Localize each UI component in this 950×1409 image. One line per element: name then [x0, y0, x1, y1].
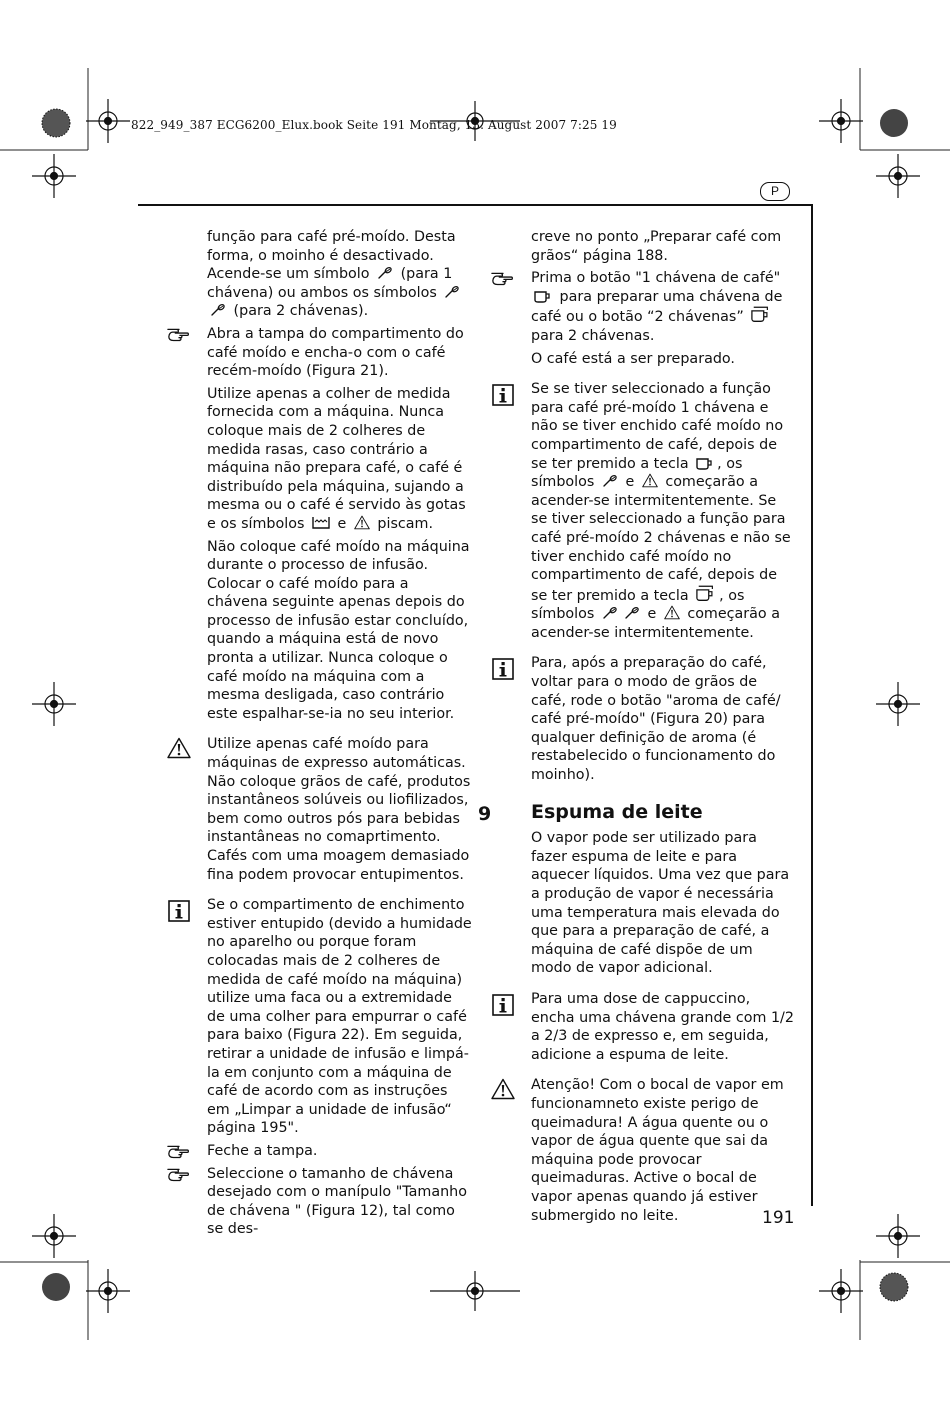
paragraph-text: Atenção! Com o bocal de vapor em funcionamneto existe perigo de queimadura! A água quente ou o vapor de água quente que sai da máquina pode provocar queimaduras. Active o bocal de vapor apenas quando já estiver submergido no leite. — [531, 1077, 784, 1224]
paragraph-text: função para café pré-moído. Desta forma, o moinho é desactivado. Acende-se um símbolo — [207, 229, 456, 283]
paragraph-text: Utilize apenas a colher de medida fornecida com a máquina. Nunca coloque mais de 2 colheres de medida rasas, caso contrário a máquina não prepara café, o café é distribuído pela máquina, sujando a mesma ou o café é servido às gotas e os símbolos — [207, 385, 466, 532]
info-icon — [491, 384, 515, 406]
paragraph — [531, 350, 796, 369]
bean-icon — [444, 285, 460, 299]
info-icon — [167, 900, 191, 922]
pointing-hand-icon — [491, 270, 515, 286]
paragraph-text: e — [625, 474, 635, 491]
paragraph-text: , os símbolos — [531, 455, 743, 491]
paragraph-text: Se se tiver seleccionado a função para café pré-moído 1 chávena e não se tiver enchido café moído no compartimento de café, depois de se ter premido a tecla — [531, 381, 784, 472]
info-icon — [491, 994, 515, 1016]
warning-icon — [491, 1078, 515, 1100]
paragraph-text: Não coloque café moído na máquina durante o processo de infusão. Colocar o café moído para a chávena seguinte apenas depois do processo de infusão estar concluído, quando a máquina está de novo pronta a utilizar. Nunca coloque o café moído na máquina com a mesma desligada, caso contrário este espalhar-se-ia no seu interior. — [207, 538, 470, 722]
paragraph-text: (para 2 chávenas). — [233, 303, 369, 320]
paragraph-text: Se o compartimento de enchimento estiver entupido (devido a humidade no aparelho ou porque foram colocadas mais de 2 colheres de medida de café moído na máquina) utilize uma faca ou a extremidade de uma colher para empurrar o café para baixo (Figura 22). Em seguida, retirar a unidade de infusão e limpá-la em conjunto com a máquina de café de acordo com as instruções em „Limpar a unidade de infusão“ página 195". — [207, 897, 472, 1137]
paragraph-text: e — [647, 606, 657, 623]
paragraph-text: Seleccione o tamanho de chávena desejado com o manípulo "Tamanho de chávena " (Figura 12), tal como se des- — [207, 1165, 467, 1238]
instruction-step — [207, 1165, 472, 1239]
info-note — [207, 896, 472, 1138]
right-column — [478, 228, 796, 1229]
column-rule — [811, 204, 813, 1206]
paragraph-text: piscam. — [377, 515, 433, 532]
info-note — [531, 654, 796, 784]
instruction-step — [531, 269, 796, 345]
page-number: 191 — [762, 1208, 795, 1228]
paragraph-text: começarão a acender-se intermitentemente. Se se tiver seleccionado a função para café pré-moído 2 chávenas e não se tiver enchido café moído no compartimento de café, depois de se ter premido a tecla — [531, 474, 791, 604]
top-rule — [138, 204, 812, 206]
paragraph-text: Prima o botão "1 chávena de café" — [531, 270, 781, 287]
pointing-hand-icon — [167, 326, 191, 342]
section-heading — [478, 800, 796, 825]
paragraph-text: começarão a acender-se intermitentemente. — [531, 606, 780, 641]
paragraph — [207, 538, 472, 724]
paragraph — [531, 228, 796, 265]
bean-icon — [602, 474, 618, 488]
two-cups-icon — [751, 306, 771, 323]
bean-icon — [602, 606, 618, 620]
info-note — [531, 990, 796, 1064]
paragraph-text: e — [337, 515, 347, 532]
print-header: 822_949_387 ECG6200_Elux.book Seite 191 Montag, 13. August 2007 7:25 19 — [131, 118, 617, 132]
warning-note — [207, 735, 472, 884]
paragraph — [207, 228, 472, 321]
paragraph-text: creve no ponto „Preparar café com grãos“ página 188. — [531, 229, 782, 264]
info-note — [531, 380, 796, 642]
paragraph-text: Feche a tampa. — [207, 1142, 318, 1159]
bean-icon — [624, 606, 640, 620]
paragraph-text: para preparar uma chávena de café ou o botão “2 chávenas” — [531, 288, 783, 326]
warning-icon — [664, 605, 680, 620]
paragraph-text: Abra a tampa do compartimento do café moído e encha-o com o café recém-moído (Figura 21). — [207, 325, 464, 380]
bean-icon — [377, 266, 393, 280]
paragraph — [207, 385, 472, 534]
two-cups-icon — [696, 585, 716, 602]
paragraph-text: Utilize apenas café moído para máquinas de expresso automáticas. Não coloque grãos de café, produtos instantâneos solúveis ou liofilizados, bem como outros pós para bebidas instantâneas no comaprtimento. Cafés com uma moagem demasiado fina podem provocar entupimentos. — [207, 736, 471, 883]
paragraph-text: (para 1 chávena) ou ambos os símbolos — [207, 266, 453, 301]
info-icon — [491, 658, 515, 680]
pointing-hand-icon — [167, 1143, 191, 1159]
drip-tray-icon — [312, 516, 330, 530]
warning-note — [531, 1076, 796, 1225]
warning-icon — [167, 737, 191, 759]
paragraph-text: O vapor pode ser utilizado para fazer espuma de leite e para aquecer líquidos. Uma vez que para a produção de vapor é necessária uma temperatura mais elevada do que para a preparação de café, a máquina de café dispõe de um modo de vapor adicional. — [531, 830, 790, 977]
section-number: 9 — [478, 802, 492, 825]
one-cup-icon — [696, 456, 714, 470]
warning-icon — [354, 515, 370, 530]
paragraph-text: Para uma dose de cappuccino, encha uma chávena grande com 1/2 a 2/3 de expresso e, em seguida, adicione a espuma de leite. — [531, 990, 794, 1063]
instruction-step — [207, 1142, 472, 1161]
paragraph-text: , os símbolos — [531, 587, 745, 623]
instruction-step — [207, 325, 472, 381]
paragraph-text: para 2 chávenas. — [531, 327, 655, 344]
bean-icon — [210, 303, 226, 317]
paragraph-text: O café está a ser preparado. — [531, 350, 735, 367]
one-cup-icon — [534, 289, 552, 303]
language-badge: P — [760, 182, 790, 201]
left-column — [207, 228, 472, 1243]
section-title: Espuma de leite — [531, 800, 703, 823]
warning-icon — [642, 473, 658, 488]
paragraph-text: Para, após a preparação do café, voltar para o modo de grãos de café, rode o botão "aroma de café/ café pré-moído" (Figura 20) para qualquer definição de aroma (é restabelecido o funcionamento do moinho). — [531, 655, 781, 784]
paragraph — [531, 829, 796, 978]
pointing-hand-icon — [167, 1166, 191, 1182]
